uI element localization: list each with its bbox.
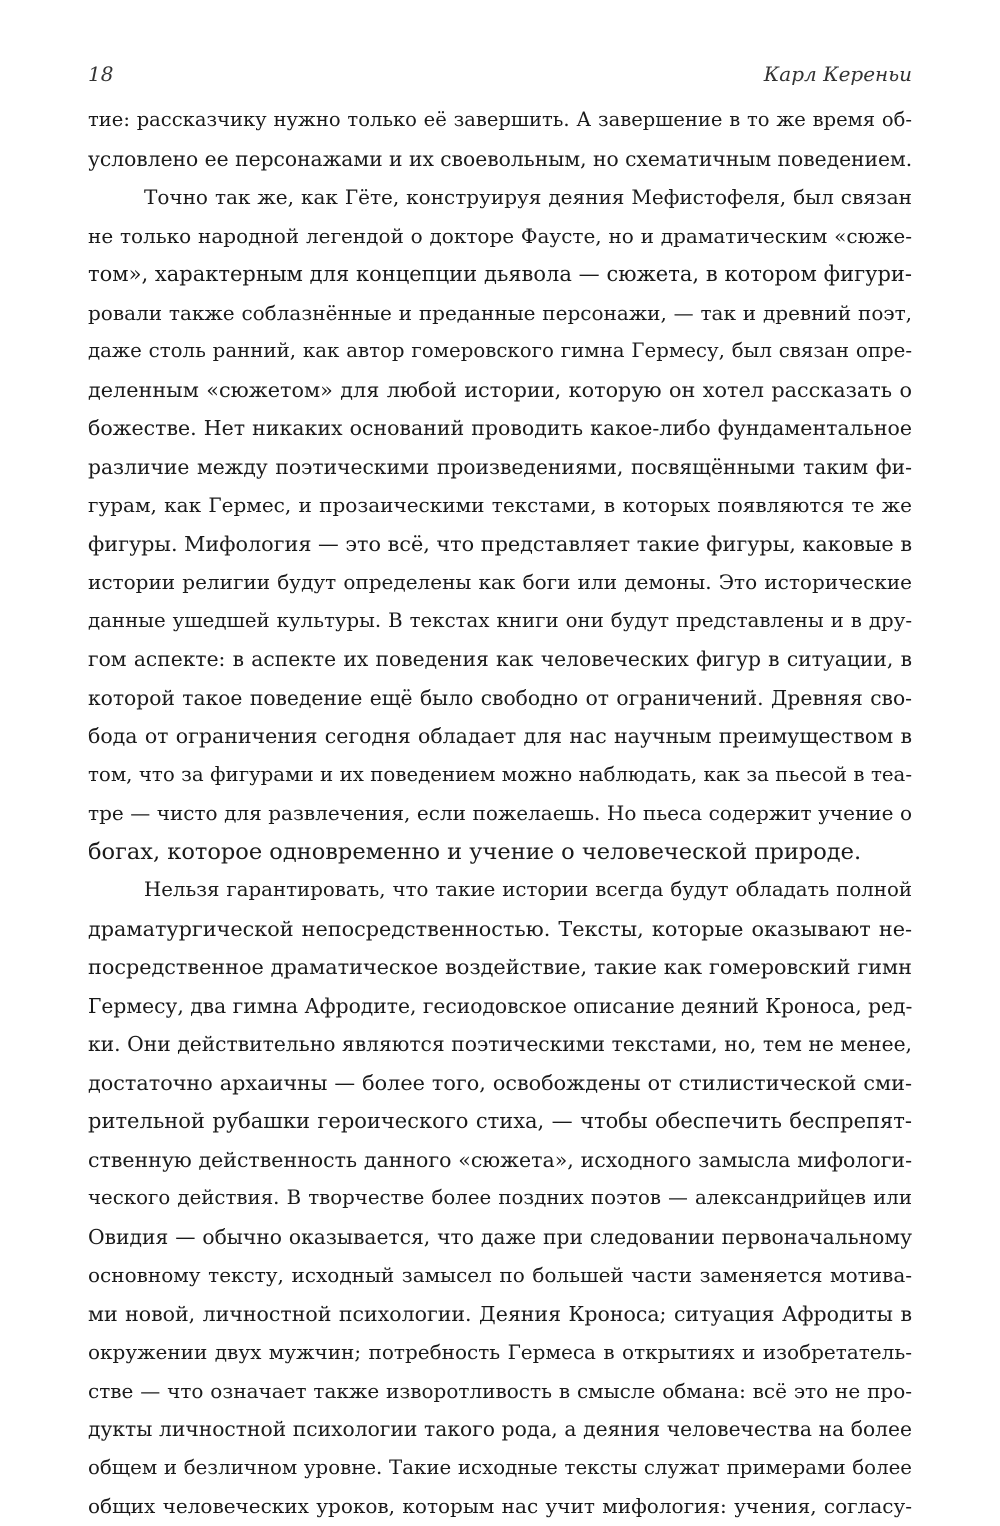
text-line: ми новой, личностной психологии. Деяния Кроноса; ситуация Афродиты в xyxy=(88,1301,912,1326)
text-line: стве — что означает также изворотливость в смысле обмана: всё это не про- xyxy=(88,1378,912,1403)
text-line: ческого действия. В творчестве более поздних поэтов — александрийцев или xyxy=(88,1186,912,1209)
body-text xyxy=(88,101,912,1518)
text-line: драматургической непосредственностью. Тексты, которые оказывают не- xyxy=(88,916,912,941)
text-line: данные ушедшей культуры. В текстах книги они будут представлены и в дру- xyxy=(88,608,912,632)
text-line: том, что за фигурами и их поведением можно наблюдать, как за пьесой в теа- xyxy=(88,762,912,786)
text-line: посредственное драматическое воздействие, такие как гомеровский гимн xyxy=(88,955,912,979)
page-header xyxy=(88,62,912,92)
text-line: гурам, как Гермес, и прозаическими текстами, в которых появляются те же xyxy=(88,493,912,517)
text-line: фигуры. Мифология — это всё, что представляет такие фигуры, каковые в xyxy=(88,531,912,556)
text-line: истории религии будут определены как боги или демоны. Это исторические xyxy=(88,570,912,594)
text-line: Гермесу, два гимна Афродите, гесиодовское описание деяний Кроноса, ред- xyxy=(88,993,912,1018)
text-line: которой такое поведение ещё было свободно от ограничений. Древняя сво- xyxy=(88,685,912,710)
text-line: Точно так же, как Гёте, конструируя деяния Мефистофеля, был связан xyxy=(144,185,912,209)
text-line: ственную действенность данного «сюжета», исходного замысла мифологи- xyxy=(88,1147,912,1172)
text-line: общем и безличном уровне. Такие исходные тексты служат примерами более xyxy=(88,1455,912,1479)
text-line: условлено ее персонажами и их своевольным, но схематичным поведением. xyxy=(88,146,912,171)
text-line: тие: рассказчику нужно только её завершить. А завершение в то же время об- xyxy=(88,108,912,131)
text-line: богах, которое одновременно и учение о человеческой природе. xyxy=(88,838,862,865)
text-line: окружении двух мужчин; потребность Гермеса в открытиях и изобретатель- xyxy=(88,1340,912,1364)
text-line: основному тексту, исходный замысел по большей части заменяется мотива- xyxy=(88,1263,912,1287)
text-line: рительной рубашки героического стиха, — чтобы обеспечить беспрепят- xyxy=(88,1109,912,1133)
page-number: 18 xyxy=(88,62,114,86)
text-line: тре — чисто для развлечения, если пожелаешь. Но пьеса содержит учение о xyxy=(88,801,912,825)
text-line: деленным «сюжетом» для любой истории, которую он хотел рассказать о xyxy=(88,377,912,402)
text-line: гом аспекте: в аспекте их поведения как человеческих фигур в ситуации, в xyxy=(88,647,912,671)
text-line: Овидия — обычно оказывается, что даже при следовании первоначальному xyxy=(88,1224,912,1249)
text-line: различие между поэтическими произведениями, посвящёнными таким фи- xyxy=(88,454,912,479)
text-line: достаточно архаичны — более того, освобождены от стилистической сми- xyxy=(88,1070,912,1095)
text-line: даже столь ранний, как автор гомеровского гимна Гермесу, был связан опре- xyxy=(88,339,912,362)
text-line: том», характерным для концепции дьявола — сюжета, в котором фигури- xyxy=(88,262,912,286)
text-line: божестве. Нет никаких оснований проводить какое-либо фундаментальное xyxy=(88,416,912,440)
text-line: Нельзя гарантировать, что такие истории всегда будут обладать полной xyxy=(144,878,912,901)
text-line: бода от ограничения сегодня обладает для нас научным преимуществом в xyxy=(88,724,912,748)
text-line: не только народной легендой о докторе Фаусте, но и драматическим «сюже- xyxy=(88,223,912,248)
text-line: ровали также соблазнённые и преданные персонажи, — так и древний поэт, xyxy=(88,300,912,325)
text-line: общих человеческих уроков, которым нас учит мифология: учения, согласу- xyxy=(88,1494,912,1518)
text-line: дукты личностной психологии такого рода, а деяния человечества на более xyxy=(88,1417,912,1441)
running-head: Карл Кереньи xyxy=(763,62,912,86)
text-line: ки. Они действительно являются поэтическими текстами, но, тем не менее, xyxy=(88,1032,912,1056)
